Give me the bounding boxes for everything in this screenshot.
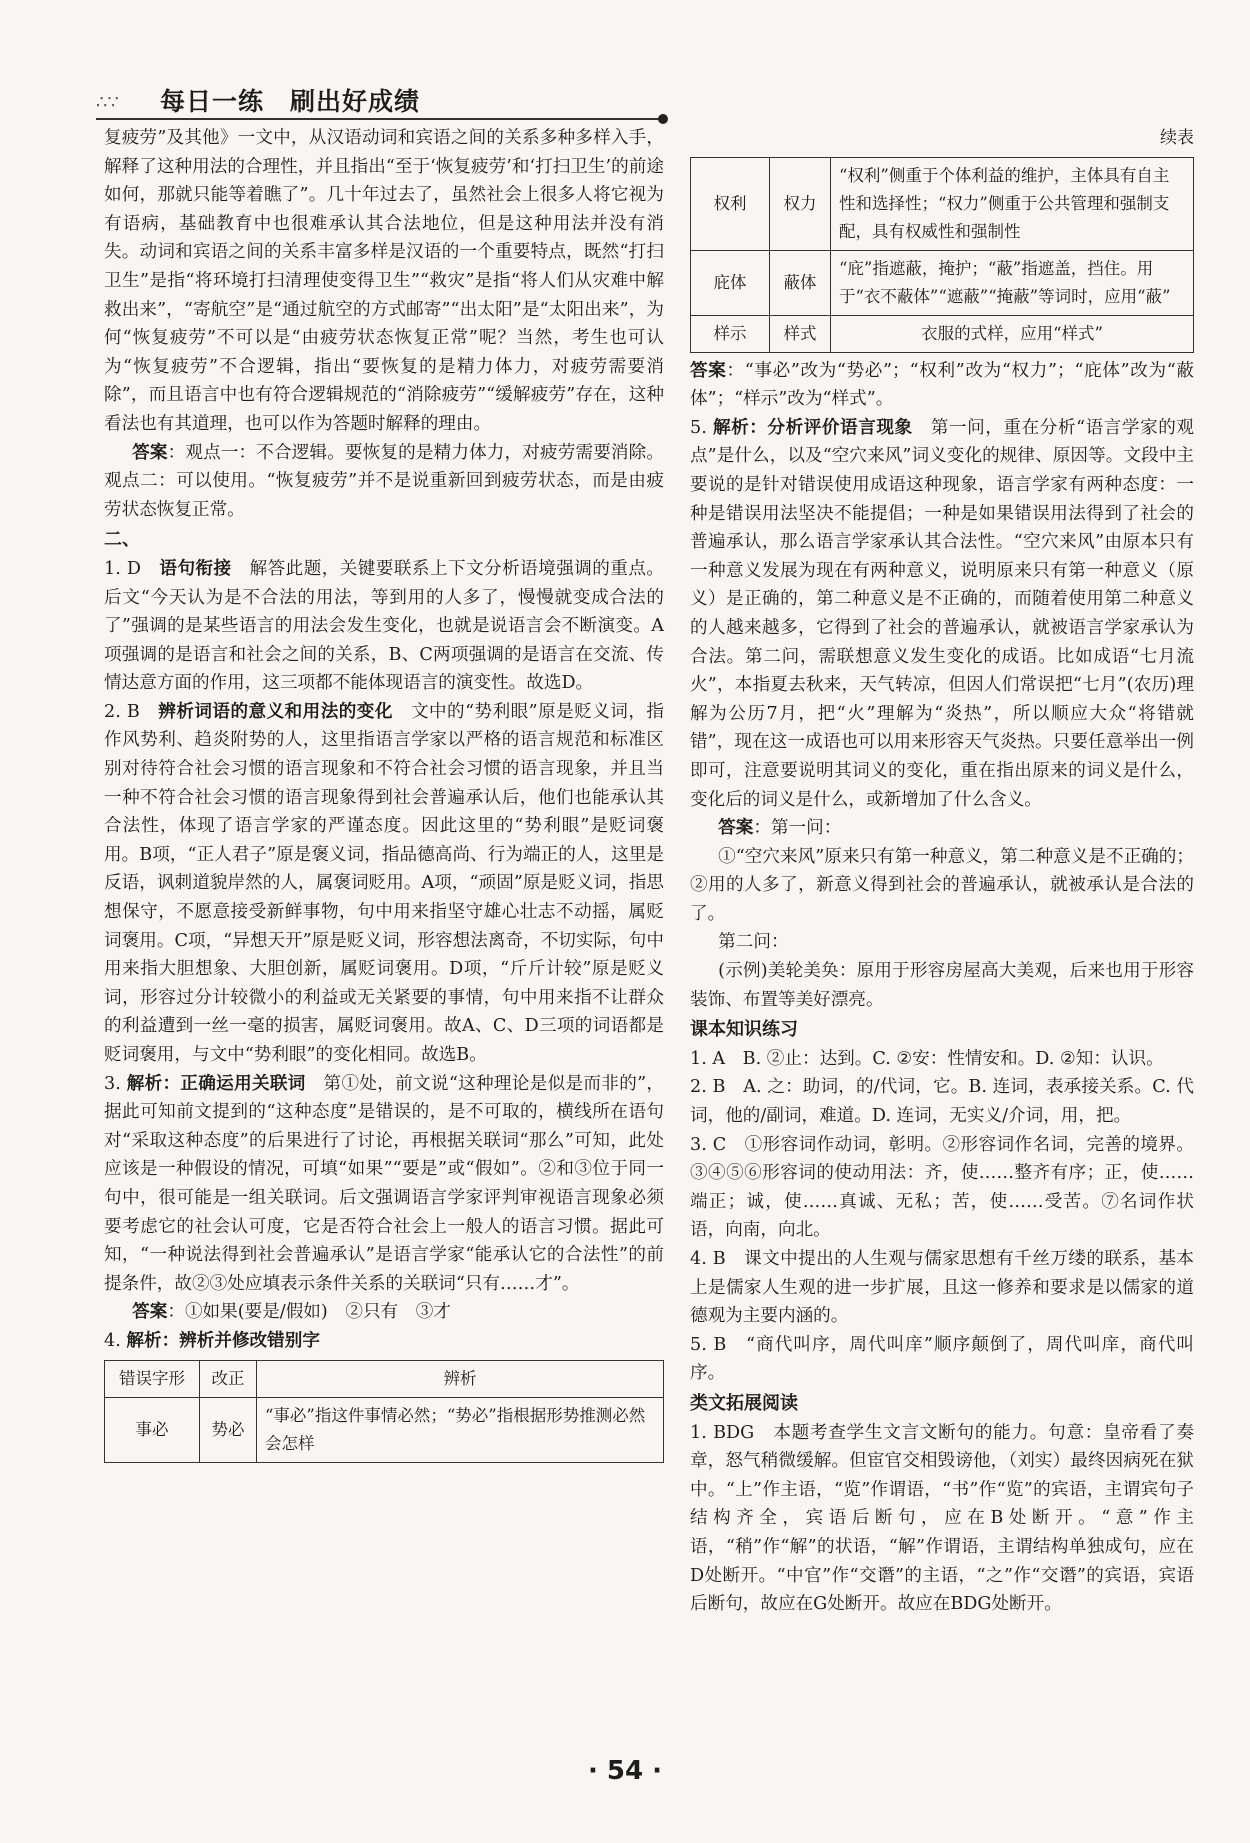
table-header-cell: 改正 — [200, 1360, 257, 1397]
table-cell: 样式 — [770, 315, 831, 352]
question-number: 1. D — [104, 558, 160, 579]
table-cell: 权利 — [691, 157, 770, 250]
table-cell: 蔽体 — [770, 250, 831, 315]
textbook-item: 4. B 课文中提出的人生观与儒家思想有千丝万缕的联系，基本上是儒家人生观的进一步扩展，且这一修养和要求是以儒家的道德观为主要内涵的。 — [690, 1249, 1194, 1327]
answer-text: ：“事必”改为“势必”；“权利”改为“权力”；“庇体”改为“蔽体”；“样示”改为“样式”。 — [690, 360, 1194, 410]
question-2 — [104, 698, 664, 1070]
table-cell: 事必 — [105, 1397, 200, 1462]
question-tag: 辨析词语的意义和用法的变化 — [158, 701, 393, 722]
question-explanation: 第①处，前文说“这种理论是似是而非的”，据此可知前文提到的“这种态度”是错误的，是不可取的，横线所在语句对“采取这种态度”的后果进行了讨论，再根据关联词“那么”可知，此处应该是一种假设的情况，可填“如果”“要是”或“假如”。②和③位于同一句中，很可能是一组关联词。后文强调语言学家评判审视语言现象必须要考虑它的社会认可度，它是否符合社会上一般人的语言习惯。据此可知，“一种说法得到社会普遍承认”是语言学家“能承认它的合法性”的前提条件，故②③处应填表示条件关系的关联词“只有……才”。 — [104, 1073, 664, 1294]
answer-5-part2: (示例)美轮美奂：原用于形容房屋高大美观，后来也用于形容装饰、布置等美好漂亮。 — [690, 961, 1194, 1010]
question-3 — [104, 1070, 664, 1299]
answer-text: ：①如果(要是/假如) ②只有 ③才 — [167, 1302, 451, 1323]
answer-5-part1: ①“空穴来风”原来只有第一种意义，第二种意义是不正确的；②用的人多了，新意义得到社会的普遍承认，就被承认是合法的了。 — [690, 846, 1194, 924]
answer-5-part2-label: 第二问： — [718, 932, 789, 953]
table-cell: “事必”指这件事情必然；“势必”指根据形势推测必然会怎样 — [257, 1397, 664, 1462]
textbook-item: 2. B A. 之：助词，的/代词，它。B. 连词，表承接关系。C. 代词，他的/副词，难道。D. 连词，无实义/介词，用，把。 — [690, 1077, 1194, 1127]
header-rule-dot-icon — [658, 114, 668, 124]
table-continued-label: 续表 — [1160, 128, 1194, 148]
textbook-item: 5. B “商代叫序，周代叫庠”顺序颠倒了，周代叫庠，商代叫序。 — [690, 1334, 1194, 1384]
answer-block-1 — [104, 439, 664, 525]
answer-label: 答案 — [718, 818, 754, 839]
table-row — [691, 315, 1194, 352]
table-cell: “庇”指遮蔽，掩护；“蔽”指遮盖，挡住。用于“衣不蔽体”“遮蔽”“掩蔽”等词时，应用“蔽” — [831, 250, 1194, 315]
question-number: 2. B — [104, 701, 159, 722]
section-heading-reading: 类文拓展阅读 — [690, 1392, 798, 1414]
table-row — [691, 157, 1194, 250]
header-decoration-icon: ∴∵ — [96, 92, 119, 113]
answer-label: 答案 — [690, 360, 727, 381]
answer-label: 答案 — [132, 1302, 168, 1323]
table-cell: “权利”侧重于个体利益的维护，主体具有自主性和选择性；“权力”侧重于公共管理和强制支配，具有权威性和强制性 — [831, 157, 1194, 250]
answer-block-4 — [690, 357, 1194, 414]
right-column — [690, 124, 1194, 1619]
table-cell: 势必 — [200, 1397, 257, 1462]
typo-table — [104, 1360, 664, 1463]
textbook-item: 1. A B. ②止：达到。C. ②安：性情安和。D. ②知：认识。 — [690, 1048, 1164, 1069]
question-5 — [690, 414, 1194, 814]
question-explanation: 解答此题，关键要联系上下文分析语境强调的重点。后文“今天认为是不合法的用法，等到用的人多了，慢慢就变成合法的了”强调的是某些语言的用法会发生变化，也就是说语言会不断演变。A项强调的是语言和社会之间的关系，B、C两项强调的是语言在交流、传情达意方面的作用，这三项都不能体现语言的演变性。故选D。 — [104, 558, 664, 694]
table-row — [691, 250, 1194, 315]
table-row — [105, 1397, 664, 1462]
textbook-item: 3. C ①形容词作动词，彰明。②形容词作名词，完善的境界。③④⑤⑥形容词的使动用法：齐，使……整齐有序；正，使……端正；诚，使……真诚、无私；苦，使……受苦。⑦名词作状语，向南，向北。 — [690, 1134, 1194, 1241]
reading-item: 1. BDG 本题考查学生文言文断句的能力。句意：皇帝看了奏章，怒气稍微缓解。但宦官交相毁谤他，（刘实）最终因病死在狱中。“上”作主语，“览”作谓语，“书”作“览”的宾语，主谓宾句子结构齐全，宾语后断句，应在B处断开。“意”作主语，“稍”作“解”的状语，“解”作谓语，主谓结构单独成句，应在D处断开。“中官”作“交谮”的主语，“之”作“交谮”的宾语，宾语后断句，故应在G处断开。故应在BDG处断开。 — [690, 1422, 1194, 1615]
question-number: 3. — [104, 1073, 127, 1094]
answer-text: ：第一问： — [753, 818, 842, 839]
answer-block-3 — [104, 1298, 664, 1327]
typo-table-continued — [690, 157, 1194, 353]
question-tag: 解析：分析评价语言现象 — [712, 417, 913, 438]
section-heading-2: 二、 — [104, 529, 140, 551]
question-tag: 解析：正确运用关联词 — [126, 1073, 306, 1094]
question-4 — [104, 1327, 664, 1356]
passage-explanation: 复疲劳”及其他》一文中，从汉语动词和宾语之间的关系多种多样入手，解释了这种用法的合理性，并且指出“至于‘恢复疲劳’和‘打扫卫生’的前途如何，那就只能等着瞧了”。几十年过去了，虽然社会上很多人将它视为有语病，基础教育中也很难承认其合法地位，但是这种用法并没有消失。动词和宾语之间的关系丰富多样是汉语的一个重要特点，既然“打扫卫生”是指“将环境打扫清理使变得卫生”“救灾”是指“将人们从灾难中解救出来”，“寄航空”是“通过航空的方式邮寄”“出太阳”是“太阳出来”，为何“恢复疲劳”不可以是“由疲劳状态恢复正常”呢？当然，考生也可认为“恢复疲劳”不合逻辑，指出“要恢复的是精力体力，对疲劳需要消除”，而且语言中也有符合逻辑规范的“消除疲劳”“缓解疲劳”存在，这种看法也有其道理，也可以作为答题时解释的理由。 — [104, 128, 664, 434]
question-explanation: 第一问，重在分析“语言学家的观点”是什么，以及“空穴来风”词义变化的规律、原因等。文段中主要说的是针对错误使用成语这种现象，语言学家有两种态度：一种是错误用法坚决不能提倡；一种是如果错误用法得到了社会的普遍承认，那么语言学家承认其合法性。“空穴来风”由原本只有一种意义发展为现在有两种意义，说明原来只有第一种意义（原义）是正确的，第二种意义是不正确的，而随着使用第二种意义的人越来越多，它得到了社会的普遍承认，就被语言学家承认为合法。第二问，需联想意义发生变化的成语。比如成语“七月流火”，本指夏去秋来，天气转凉，但因人们常误把“七月”(农历)理解为公历7月，把“火”理解为“炎热”，所以顺应大众“将错就错”，现在这一成语也可以用来形容天气炎热。只要任意举出一例即可，注意要说明其词义的变化，重在指出原来的词义是什么，变化后的词义是什么，或新增加了什么含义。 — [690, 417, 1194, 810]
answer-block-5 — [690, 814, 1194, 843]
answer-text: ：观点一：不合逻辑。要恢复的是精力体力，对疲劳需要消除。观点二：可以使用。“恢复疲劳”并不是说重新回到疲劳状态，而是由疲劳状态恢复正常。 — [104, 442, 664, 520]
table-header-row — [105, 1360, 664, 1397]
table-header-cell: 辨析 — [257, 1360, 664, 1397]
table-header-cell: 错误字形 — [105, 1360, 200, 1397]
question-explanation: 文中的“势利眼”原是贬义词，指作风势利、趋炎附势的人，这里指语言学家以严格的语言规范和标准区别对待符合社会习惯的语言现象和不符合社会习惯的语言现象，并且当一种不符合社会习惯的语言现象得到社会普遍承认后，他们也能承认其合法性，体现了语言学家的严谨态度。因此这里的“势利眼”是贬词褒用。B项，“正人君子”原是褒义词，指品德高尚、行为端正的人，这里是反语，讽刺道貌岸然的人，属褒词贬用。A项，“顽固”原是贬义词，指思想保守，不愿意接受新鲜事物，句中用来指坚守雄心壮志不动摇，属贬词褒用。C项，“异想天开”原是贬义词，形容想法离奇，不切实际，句中用来指大胆想象、大胆创新，属贬词褒用。D项，“斤斤计较”原是贬义词，形容过分计较微小的利益或无关紧要的事情，句中用来指不让群众的利益遭到一丝一毫的损害，属贬词褒用。故A、C、D三项的词语都是贬词褒用，与文中“势利眼”的变化相同。故选B。 — [104, 701, 664, 1065]
question-number: 4. — [104, 1330, 127, 1351]
page-header — [96, 78, 666, 120]
question-tag: 解析：辨析并修改错别字 — [126, 1330, 320, 1351]
table-cell: 衣服的式样，应用“样式” — [831, 315, 1194, 352]
section-heading-textbook: 课本知识练习 — [690, 1019, 798, 1041]
table-cell: 权力 — [770, 157, 831, 250]
page-number: · 54 · — [587, 1756, 663, 1786]
left-column — [104, 124, 664, 1467]
question-1 — [104, 555, 664, 698]
question-tag: 语句衔接 — [159, 558, 232, 579]
header-title: 每日一练 刷出好成绩 — [160, 87, 421, 116]
question-number: 5. — [690, 417, 713, 438]
table-cell: 庇体 — [691, 250, 770, 315]
answer-label: 答案 — [132, 442, 168, 463]
header-rule — [96, 118, 662, 120]
table-cell: 样示 — [691, 315, 770, 352]
